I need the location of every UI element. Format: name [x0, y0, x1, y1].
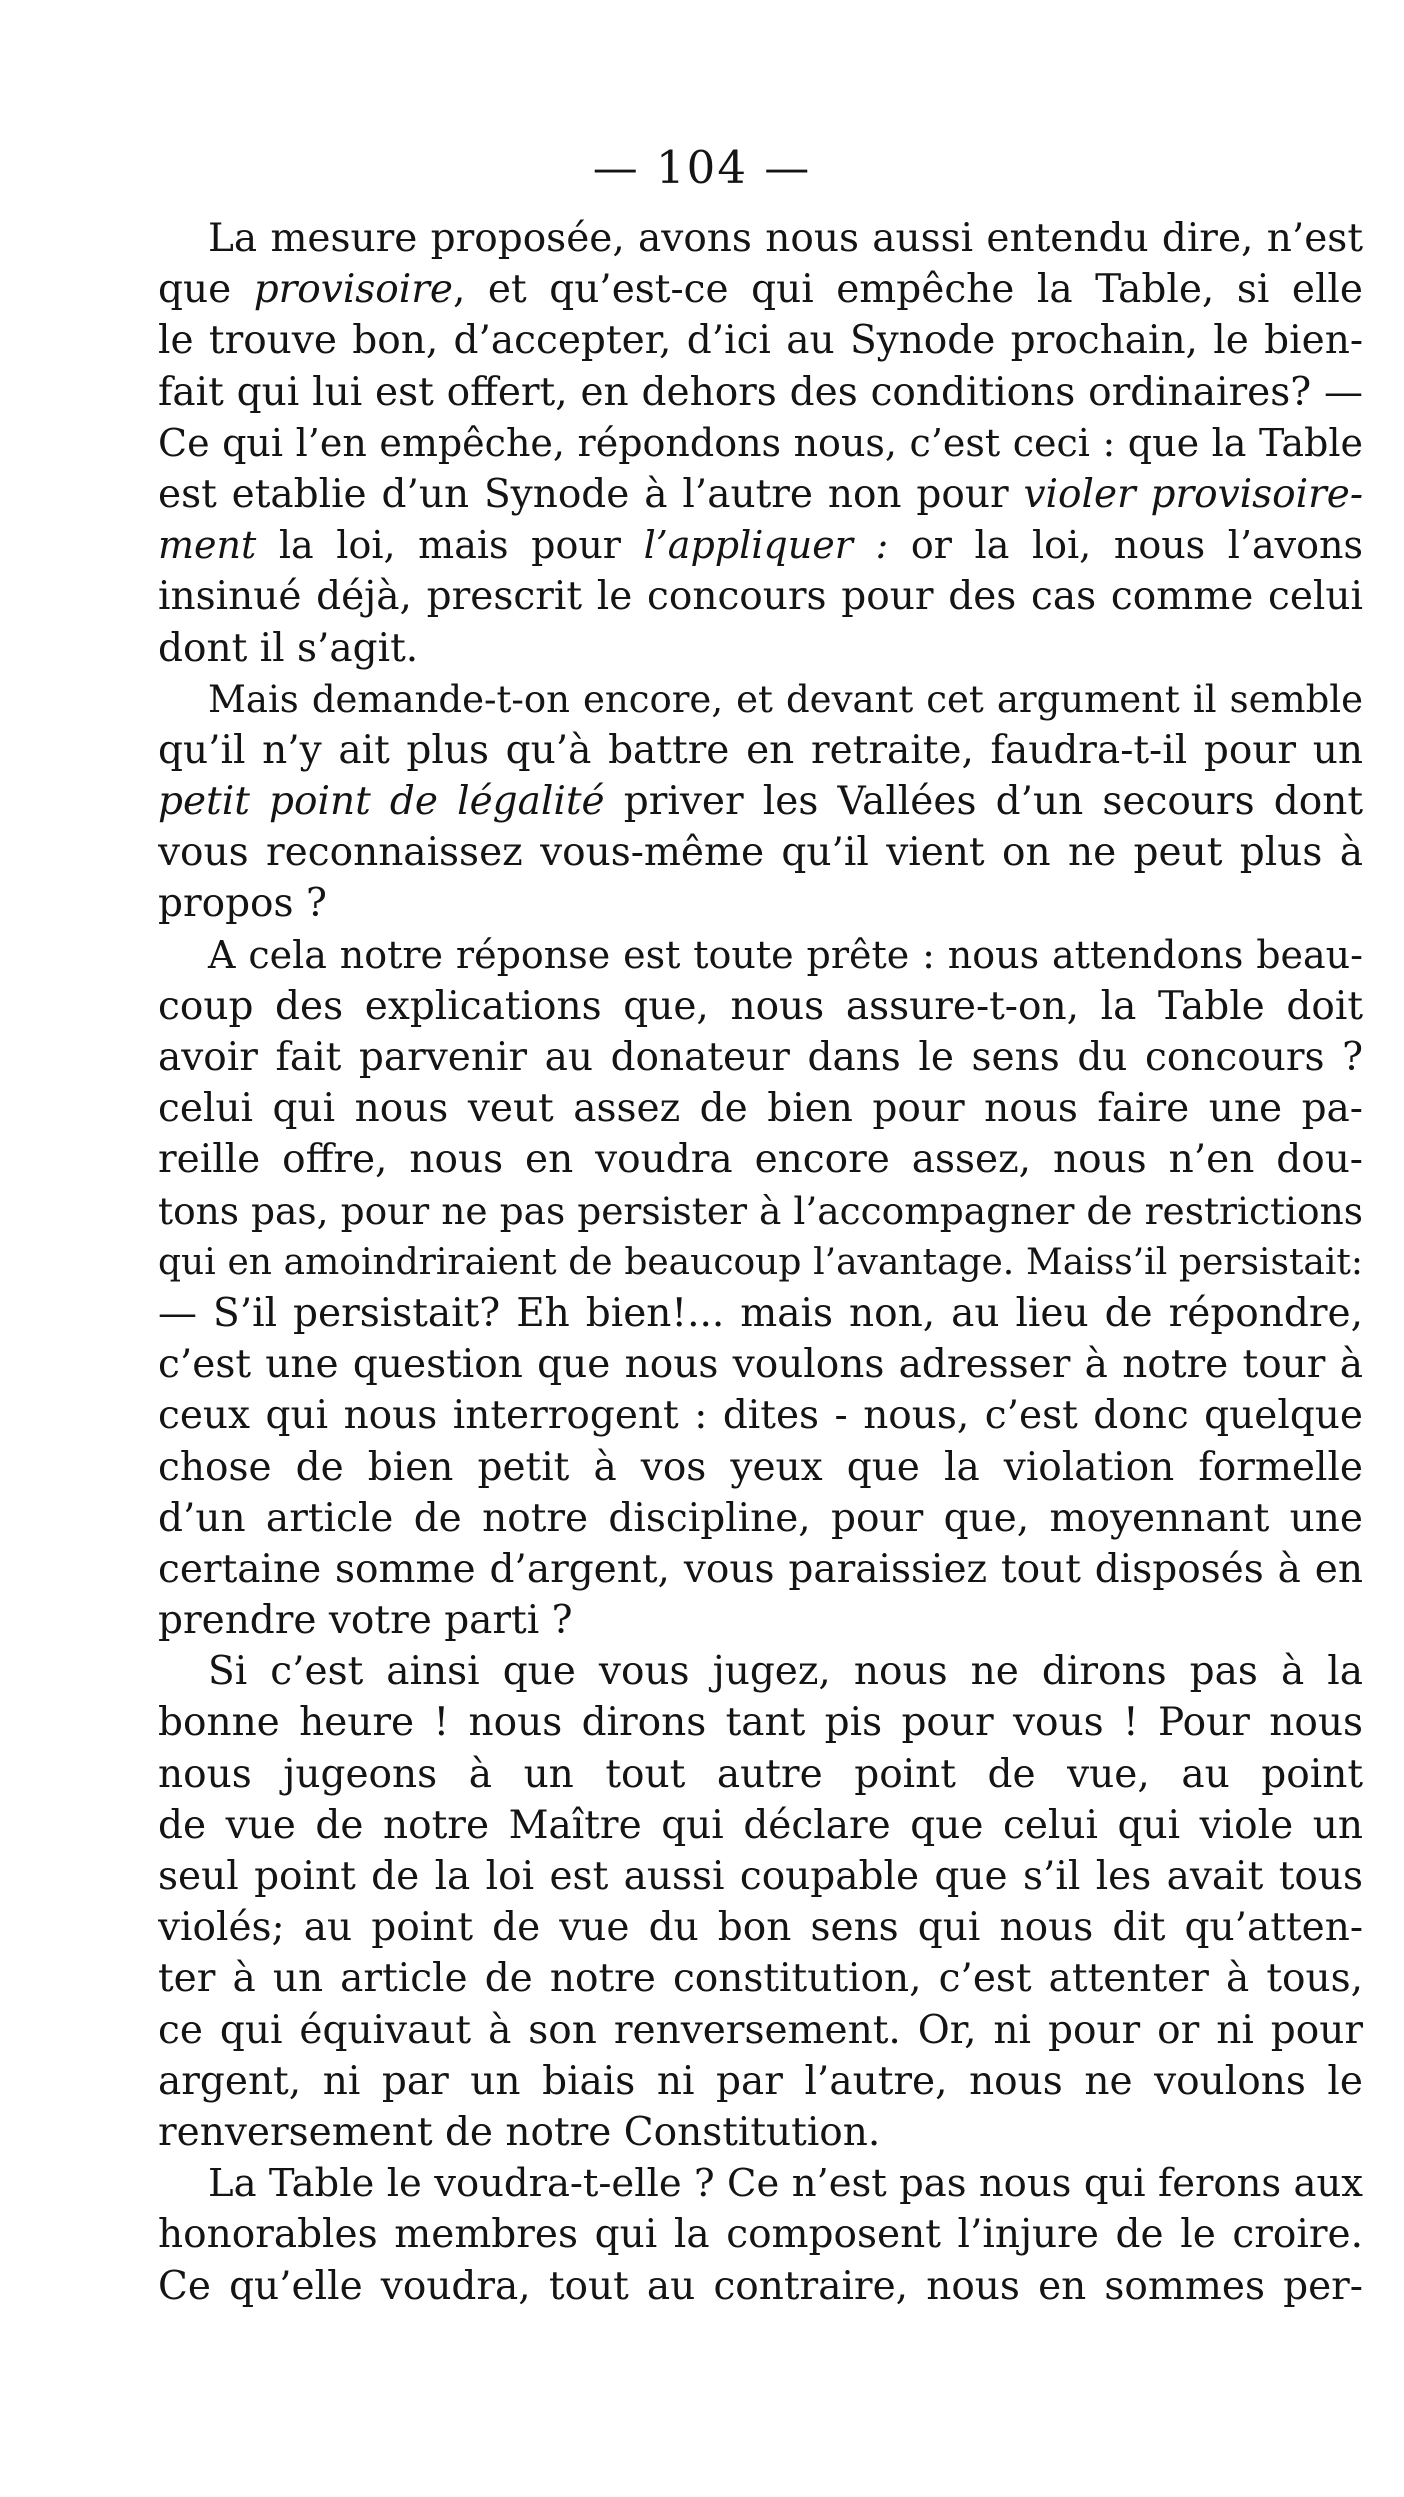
text-line — [158, 1749, 1363, 1800]
text-segment: argent, ni par un biais ni par l’autre, nous ne voulons le — [158, 2058, 1363, 2104]
text-segment: propos ? — [158, 881, 327, 927]
text-line — [158, 213, 1363, 264]
text-line — [158, 1032, 1363, 1083]
text-segment: celui qui nous veut assez de bien pour nous faire une pa- — [158, 1086, 1363, 1132]
text-segment: avoir fait parvenir au donateur dans le sens du concours ? — [158, 1035, 1363, 1080]
text-segment: ceux qui nous interrogent : dites - nous, c’est donc quelque — [158, 1393, 1363, 1439]
text-line — [158, 623, 1363, 674]
text-segment: Mais demande-t-on encore, et devant cet argument il semble — [208, 677, 1363, 721]
text-segment: A cela notre réponse est toute prête : nous attendons beau- — [208, 932, 1363, 977]
italic-text: l’appliquer : — [643, 523, 889, 568]
text-line — [158, 2209, 1363, 2260]
text-segment: La Table le voudra-t-elle ? Ce n’est pas nous qui ferons aux — [208, 2161, 1363, 2207]
text-line — [158, 1544, 1363, 1595]
text-segment: de vue de notre Maître qui déclare que celui qui viole un — [158, 1802, 1363, 1848]
text-segment: reille offre, nous en voudra encore assez, nous n’en dou- — [158, 1137, 1363, 1183]
text-line — [158, 827, 1363, 878]
text-line — [158, 571, 1363, 622]
text-segment: La mesure proposée, avons nous aussi entendu dire, n’est — [208, 216, 1363, 261]
text-segment: qui en amoindriraient de beaucoup l’avantage. Maiss’il persistait: — [158, 1241, 1363, 1283]
text-line — [158, 264, 1363, 315]
text-line — [158, 1493, 1363, 1544]
text-line — [158, 1953, 1363, 2004]
text-segment: est etablie d’un Synode à l’autre non pour — [158, 471, 1024, 517]
text-line — [158, 2158, 1363, 2209]
text-line — [158, 878, 1363, 929]
text-segment: or la loi, nous l’avons — [888, 523, 1363, 568]
text-line — [158, 367, 1363, 418]
text-line — [158, 2005, 1363, 2056]
text-line — [158, 1237, 1363, 1288]
text-line — [158, 1083, 1363, 1134]
italic-text: petit point de légalité — [158, 779, 605, 825]
text-segment: chose de bien petit à vos yeux que la violation formelle — [158, 1444, 1363, 1490]
text-line — [158, 1442, 1363, 1493]
text-segment: — S’il persistait? Eh bien!... mais non, au lieu de répondre, — [158, 1290, 1363, 1336]
text-line — [158, 674, 1363, 725]
text-segment: coup des explications que, nous assure-t-on, la Table doit — [158, 983, 1363, 1029]
text-line — [158, 776, 1363, 827]
text-segment: la loi, mais pour — [256, 523, 644, 568]
page-number: — 104 — — [592, 141, 812, 194]
text-segment: nous jugeons à un tout autre point de vue, au point — [158, 1751, 1363, 1797]
text-line — [158, 725, 1363, 776]
text-segment: dont il s’agit. — [158, 625, 419, 671]
text-line — [158, 1800, 1363, 1851]
text-segment: que — [158, 267, 254, 313]
text-segment: renversement de notre Constitution. — [158, 2109, 881, 2155]
text-line — [158, 2056, 1363, 2107]
text-segment: le trouve bon, d’accepter, d’ici au Synode prochain, le bien- — [158, 318, 1363, 364]
text-segment: insinué déjà, prescrit le concours pour des cas comme celui — [158, 574, 1363, 620]
text-line — [158, 1595, 1363, 1646]
text-line — [158, 981, 1363, 1032]
text-line — [158, 1134, 1363, 1185]
text-segment: tons pas, pour ne pas persister à l’accompagner de restrictions — [158, 1188, 1363, 1233]
text-line — [158, 315, 1363, 366]
italic-text: ment — [158, 523, 257, 568]
text-segment: vous reconnaissez vous-même qu’il vient on ne peut plus à — [158, 830, 1363, 876]
text-line — [158, 2107, 1363, 2158]
text-segment: d’un article de notre discipline, pour que, moyennant une — [158, 1495, 1363, 1541]
text-line — [158, 520, 1363, 571]
text-line — [158, 930, 1363, 981]
text-segment: , et qu’est-ce qui empêche la Table, si elle — [453, 267, 1363, 313]
text-segment: qu’il n’y ait plus qu’à battre en retraite, faudra-t-il pour un — [158, 727, 1363, 773]
text-segment: ter à un article de notre constitution, c’est attenter à tous, — [158, 1956, 1363, 2002]
text-segment: Ce qu’elle voudra, tout au contraire, nous en sommes per- — [158, 2263, 1363, 2309]
text-segment: violés; au point de vue du bon sens qui nous dit qu’atten- — [158, 1905, 1363, 1951]
text-segment: fait qui lui est offert, en dehors des conditions ordinaires? — — [158, 369, 1363, 415]
text-segment: priver les Vallées d’un secours dont — [604, 779, 1363, 825]
italic-text: violer provisoire- — [1023, 471, 1363, 517]
text-line — [158, 1646, 1363, 1697]
italic-text: provisoire — [253, 267, 453, 313]
text-segment: prendre votre parti ? — [158, 1598, 573, 1644]
text-line — [158, 2261, 1363, 2312]
text-line — [158, 1697, 1363, 1748]
text-segment: ce qui équivaut à son renversement. Or, ni pour or ni pour — [158, 2007, 1363, 2053]
text-segment: Ce qui l’en empêche, répondons nous, c’est ceci : que la Table — [158, 420, 1363, 465]
text-line — [158, 469, 1363, 520]
text-line — [158, 1186, 1363, 1237]
text-line — [158, 1851, 1363, 1902]
text-segment: Si c’est ainsi que vous jugez, nous ne dirons pas à la — [208, 1649, 1363, 1695]
text-segment: honorables membres qui la composent l’injure de le croire. — [158, 2212, 1363, 2258]
text-line — [158, 1339, 1363, 1390]
text-line — [158, 418, 1363, 469]
text-segment: c’est une question que nous voulons adresser à notre tour à — [158, 1342, 1363, 1388]
text-line — [158, 1902, 1363, 1953]
text-segment: certaine somme d’argent, vous paraissiez tout disposés à en — [158, 1546, 1363, 1592]
text-segment: seul point de la loi est aussi coupable que s’il les avait tous — [158, 1854, 1363, 1899]
text-segment: bonne heure ! nous dirons tant pis pour vous ! Pour nous — [158, 1700, 1363, 1746]
text-line — [158, 1288, 1363, 1339]
body-text — [158, 213, 1363, 2312]
text-line — [158, 1390, 1363, 1441]
